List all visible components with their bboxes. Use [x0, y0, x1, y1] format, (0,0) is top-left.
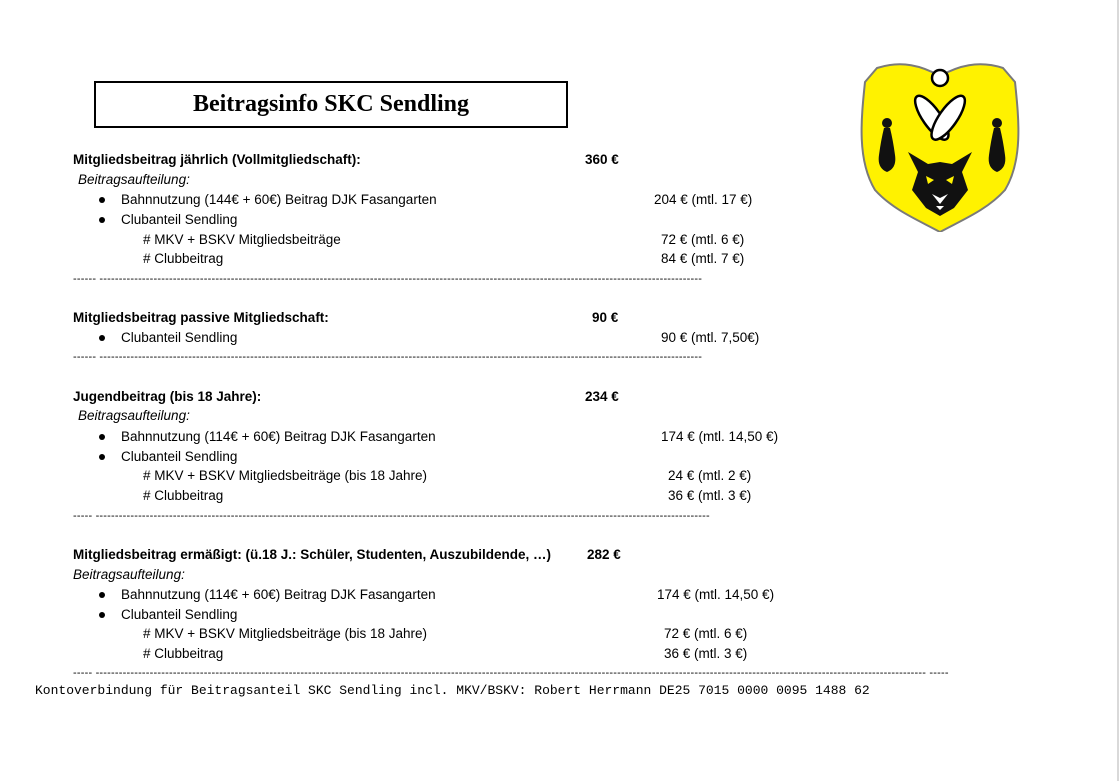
bullet-icon: [99, 217, 105, 223]
section-3-subheading: Beitragsaufteilung:: [78, 408, 190, 423]
section-4-subitem-2-amount: 36 € (mtl. 3 €): [664, 646, 748, 661]
section-3-item-1-label: Bahnnutzung (114€ + 60€) Beitrag DJK Fasangarten: [121, 429, 436, 444]
section-1-subitem-1-amount: 72 € (mtl. 6 €): [661, 232, 745, 247]
section-3-item-1-amount: 174 € (mtl. 14,50 €): [661, 429, 779, 444]
title-box: [94, 81, 568, 128]
section-1-subheading: Beitragsaufteilung:: [78, 172, 190, 187]
section-4-item-2-label: Clubanteil Sendling: [121, 607, 238, 622]
section-3-subitem-2-amount: 36 € (mtl. 3 €): [668, 488, 752, 503]
section-3-subitem-2-label: # Clubbeitrag: [143, 488, 224, 503]
bullet-icon: [99, 335, 105, 341]
separator-line: ------ ------------------------------------------------------------------------------------------------------------------------------------------------------------: [73, 351, 703, 363]
bank-account-footer: Kontoverbindung für Beitragsanteil SKC Sendling incl. MKV/BSKV: Robert Herrmann DE25 7015 0000 0095 1488 62: [35, 683, 870, 698]
bullet-icon: [99, 612, 105, 618]
section-3-subitem-1-label: # MKV + BSKV Mitgliedsbeiträge (bis 18 Jahre): [143, 468, 428, 483]
section-2-item-1-amount: 90 € (mtl. 7,50€): [661, 330, 760, 345]
section-2-total: 90 €: [592, 310, 619, 325]
bullet-icon: [99, 434, 105, 440]
club-crest-logo: [857, 60, 1023, 232]
section-3-subitem-1-amount: 24 € (mtl. 2 €): [668, 468, 752, 483]
section-1-item-1-label: Bahnnutzung (144€ + 60€) Beitrag DJK Fasangarten: [121, 192, 437, 207]
section-4-item-1-amount: 174 € (mtl. 14,50 €): [657, 587, 775, 602]
page-title: Beitragsinfo SKC Sendling: [192, 91, 470, 117]
separator-line: ----- ----------------------------------------------------------------------------------------------------------------------------------------------------------------------------------------------------------------------- -----: [73, 667, 949, 679]
section-1-subitem-2-amount: 84 € (mtl. 7 €): [661, 251, 745, 266]
section-1-subitem-1-label: # MKV + BSKV Mitgliedsbeiträge: [143, 232, 341, 247]
section-1-item-1-amount: 204 € (mtl. 17 €): [654, 192, 753, 207]
bullet-icon: [99, 454, 105, 460]
section-4-heading: Mitgliedsbeitrag ermäßigt: (ü.18 J.: Schüler, Studenten, Auszubildende, …): [73, 547, 552, 562]
bullet-icon: [99, 592, 105, 598]
section-2-item-1-label: Clubanteil Sendling: [121, 330, 238, 345]
section-1-item-2-label: Clubanteil Sendling: [121, 212, 238, 227]
section-4-subitem-2-label: # Clubbeitrag: [143, 646, 224, 661]
section-1-subitem-2-label: # Clubbeitrag: [143, 251, 224, 266]
section-4-item-1-label: Bahnnutzung (114€ + 60€) Beitrag DJK Fasangarten: [121, 587, 436, 602]
separator-line: ------ ------------------------------------------------------------------------------------------------------------------------------------------------------------: [73, 273, 703, 285]
section-4-subitem-1-amount: 72 € (mtl. 6 €): [664, 626, 748, 641]
section-3-heading: Jugendbeitrag (bis 18 Jahre):: [73, 389, 262, 404]
separator-line: ----- ---------------------------------------------------------------------------------------------------------------------------------------------------------------: [73, 510, 710, 522]
section-4-subitem-1-label: # MKV + BSKV Mitgliedsbeiträge (bis 18 Jahre): [143, 626, 428, 641]
section-3-item-2-label: Clubanteil Sendling: [121, 449, 238, 464]
section-3-total: 234 €: [585, 389, 619, 404]
section-4-total: 282 €: [587, 547, 621, 562]
bullet-icon: [99, 197, 105, 203]
section-2-heading: Mitgliedsbeitrag passive Mitgliedschaft:: [73, 310, 329, 325]
section-1-total: 360 €: [585, 152, 619, 167]
section-1-heading: Mitgliedsbeitrag jährlich (Vollmitgliedschaft):: [73, 152, 361, 167]
section-4-subheading: Beitragsaufteilung:: [73, 567, 185, 582]
